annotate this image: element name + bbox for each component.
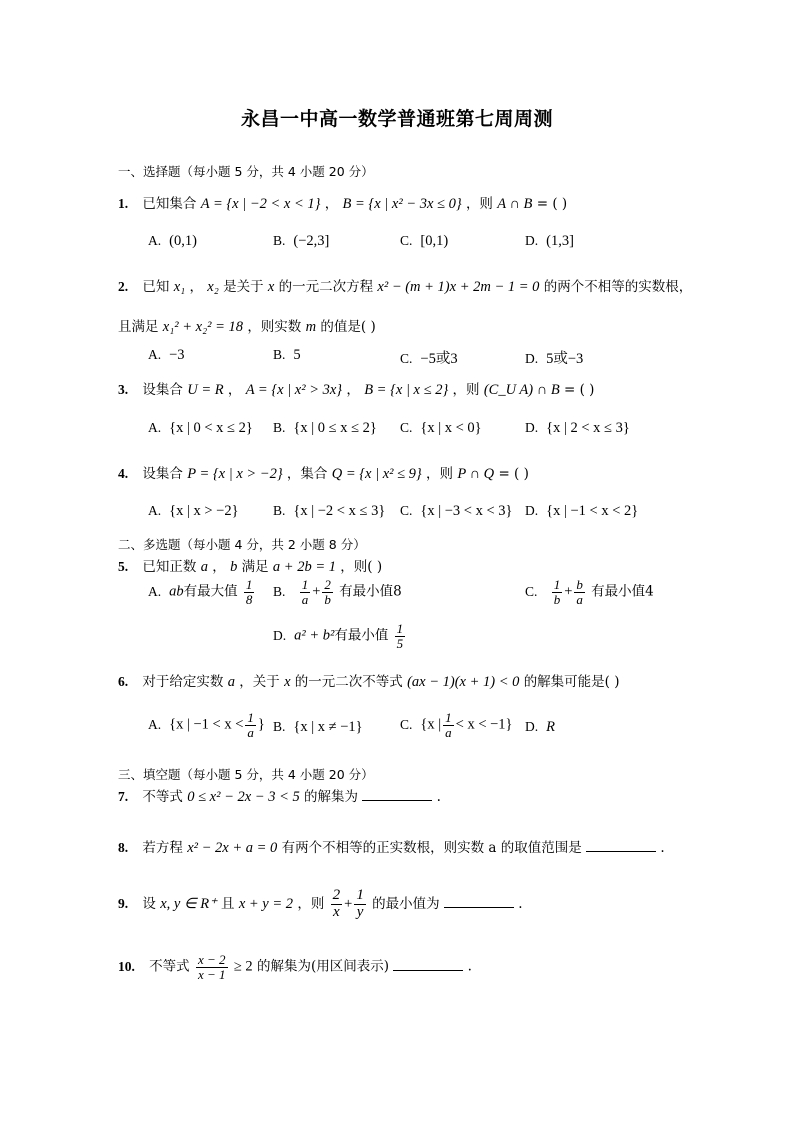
math-expression: x: [267, 279, 275, 295]
question-7: [118, 785, 441, 806]
option-value: [0,1): [420, 233, 449, 249]
option-b: [273, 503, 385, 520]
math-expression: ab: [169, 583, 184, 600]
question-text: 对于给定实数: [142, 674, 224, 690]
option-label: D.: [525, 503, 539, 518]
fraction-numerator: 1: [356, 887, 364, 903]
option-value: {x | x ≠ −1}: [293, 719, 363, 735]
math-expression: ≥ 2: [233, 958, 253, 975]
math-expression: P = {x | x > −2}: [187, 466, 283, 482]
option-value: R: [546, 719, 555, 735]
question-text: 已知正数: [142, 559, 197, 575]
fraction-numerator: 2: [332, 887, 341, 903]
question-number: 5.: [118, 559, 129, 574]
question-2-continued: [118, 315, 376, 336]
fraction-denominator: a: [576, 591, 583, 607]
option-label: C.: [525, 583, 538, 599]
option-label: B.: [273, 503, 286, 518]
math-expression: x: [284, 674, 291, 690]
question-text: ，: [212, 559, 226, 575]
question-5: [118, 555, 382, 576]
fraction-denominator: a: [301, 591, 309, 607]
fraction-denominator: x: [333, 903, 340, 920]
fraction-denominator: 8: [245, 591, 253, 607]
option-value: }: [257, 716, 265, 733]
question-text: 的最小值为: [372, 895, 440, 912]
option-b: [273, 719, 363, 736]
question-text: .: [518, 895, 523, 912]
answer-blank[interactable]: [362, 788, 432, 801]
option-label: B.: [273, 420, 286, 435]
question-text: ，则: [452, 382, 480, 398]
section-header-multiple-choice: 二、多选题（每小题 4 分，共 2 小题 8 分）: [118, 537, 366, 552]
option-label: D.: [525, 351, 539, 366]
option-value: (0,1): [169, 233, 197, 249]
question-number: 9.: [118, 895, 129, 911]
option-label: A.: [148, 420, 162, 435]
option-c: [400, 711, 513, 739]
question-text: 不等式: [149, 958, 190, 975]
option-b: [273, 233, 329, 250]
option-d: [525, 420, 630, 437]
option-value: −3: [169, 347, 185, 363]
question-number: 3.: [118, 382, 129, 397]
option-value: {x | 0 ≤ x ≤ 2}: [293, 420, 377, 436]
option-c: [400, 233, 448, 250]
question-text: = ( ): [536, 196, 568, 212]
fraction: [196, 953, 228, 981]
fraction: [552, 578, 563, 606]
page-title: 永昌一中高一数学普通班第七周周测: [240, 108, 553, 130]
fraction-numerator: b: [576, 577, 583, 592]
question-number: 8.: [118, 840, 129, 855]
math-expression: A = {x | −2 < x < 1}: [200, 196, 321, 212]
option-d: [525, 719, 555, 736]
fraction-denominator: b: [553, 591, 561, 607]
question-number: 2.: [118, 279, 129, 294]
question-8: [118, 836, 665, 857]
math-expression: A = {x | x² > 3x}: [245, 382, 343, 398]
option-label: C.: [400, 503, 413, 518]
fraction-denominator: a: [445, 724, 452, 740]
question-text: 已知集合: [142, 196, 197, 212]
math-expression: x + y = 2: [238, 895, 294, 912]
question-text: 且满足: [118, 319, 159, 335]
question-text: .: [436, 789, 441, 805]
question-text: ，: [324, 196, 339, 212]
fraction-denominator: y: [356, 903, 364, 920]
option-a: [148, 420, 253, 437]
fraction-numerator: 1: [553, 577, 561, 592]
question-text: 不等式: [142, 789, 183, 805]
option-c: [400, 503, 513, 520]
math-expression: (ax − 1)(x + 1) < 0: [407, 674, 520, 690]
option-d: [525, 233, 574, 250]
option-d: [273, 622, 407, 650]
question-text: = ( ): [498, 466, 529, 482]
fraction-numerator: x − 2: [197, 952, 226, 967]
math-expression: x, y ∈ R⁺: [160, 895, 217, 912]
fraction: [322, 578, 333, 606]
question-text: ，: [346, 382, 360, 398]
question-text: ，则: [297, 895, 325, 912]
math-expression: B = {x | x² − 3x ≤ 0}: [342, 196, 462, 212]
option-label: A.: [148, 583, 162, 599]
question-text: 有两个不相等的正实数根，则实数 a 的取值范围是: [281, 840, 582, 856]
math-expression: x₂: [207, 279, 219, 295]
fraction-numerator: 1: [445, 710, 452, 725]
question-text: ，关于: [239, 674, 280, 690]
answer-blank[interactable]: [586, 839, 656, 852]
option-a: [148, 711, 265, 739]
option-a: [148, 347, 185, 364]
answer-blank[interactable]: [393, 958, 463, 971]
question-text: = ( ): [564, 382, 595, 398]
question-number: 4.: [118, 466, 129, 481]
option-d: [525, 503, 638, 520]
answer-blank[interactable]: [444, 895, 514, 908]
question-text: 已知: [142, 279, 170, 295]
option-label: D.: [525, 719, 539, 734]
section-header-fill-in: 三、填空题（每小题 5 分，共 4 小题 20 分）: [118, 767, 374, 782]
question-number: 6.: [118, 674, 129, 689]
math-expression: 0 ≤ x² − 2x − 3 < 5: [187, 789, 300, 805]
question-2: [118, 275, 692, 296]
option-label: D.: [273, 627, 287, 643]
option-value: {x |: [420, 716, 442, 733]
option-label: B.: [273, 233, 286, 248]
question-text: .: [660, 840, 665, 856]
fraction: [443, 711, 454, 739]
question-text: 且: [221, 895, 235, 912]
question-1: [118, 192, 567, 213]
option-a: [148, 578, 256, 606]
question-10: [118, 953, 472, 981]
question-text: 设集合: [142, 382, 183, 398]
math-expression: x₁: [173, 279, 186, 295]
option-label: D.: [525, 420, 539, 435]
option-label: B.: [273, 719, 286, 734]
question-text: ，: [227, 382, 242, 398]
option-label: B.: [273, 347, 286, 362]
question-6: [118, 670, 620, 691]
option-value: {x | x > −2}: [169, 503, 239, 519]
option-label: C.: [400, 233, 413, 248]
math-expression: (C_U A) ∩ B: [483, 382, 560, 398]
option-value: < x < −1}: [455, 716, 513, 733]
fraction: [245, 711, 256, 739]
option-text: 有最小值4: [591, 583, 654, 600]
math-expression: A ∩ B: [497, 196, 533, 212]
question-text: ，则: [426, 466, 454, 482]
fraction: [395, 622, 406, 650]
math-expression: a + 2b = 1: [272, 559, 336, 575]
question-text: ，则实数: [247, 319, 302, 335]
option-b: [273, 347, 301, 364]
question-text: 的值是( ): [320, 319, 376, 335]
option-label: C.: [400, 420, 413, 435]
plus-sign: +: [312, 583, 321, 600]
question-text: 设: [142, 895, 156, 912]
math-expression: a: [200, 559, 208, 575]
option-text: 有最大值: [183, 583, 238, 600]
option-value: (−2,3]: [293, 233, 330, 249]
math-expression: P ∩ Q: [457, 466, 495, 482]
option-label: D.: [525, 233, 539, 248]
option-value: {x | −2 < x ≤ 3}: [293, 503, 386, 519]
option-b: [273, 420, 377, 437]
option-value: 5: [293, 347, 301, 363]
question-number: 10.: [118, 958, 135, 974]
question-text: ，集合: [286, 466, 328, 482]
question-text: .: [467, 958, 472, 975]
fraction-numerator: 1: [245, 577, 253, 592]
option-label: A.: [148, 503, 162, 518]
option-d: [525, 347, 583, 368]
question-text: 是关于: [223, 279, 264, 295]
option-a: [148, 233, 197, 250]
question-9: [118, 888, 523, 921]
fraction-denominator: a: [247, 724, 254, 740]
fraction: [574, 578, 585, 606]
question-text: ，则( ): [340, 559, 383, 575]
option-label: C.: [400, 351, 413, 366]
option-value: {x | x < 0}: [420, 420, 482, 436]
question-text: 的一元二次方程: [278, 279, 374, 295]
question-3: [118, 378, 594, 399]
question-text: ，: [189, 279, 203, 295]
option-c: [400, 420, 482, 437]
fraction-denominator: 5: [396, 635, 404, 651]
option-value: −5或3: [420, 351, 458, 367]
fraction-numerator: 2: [324, 577, 331, 592]
option-label: A.: [148, 347, 162, 362]
question-text: 若方程: [142, 840, 183, 856]
fraction: [331, 888, 343, 921]
option-label: C.: [400, 716, 413, 732]
fraction: [300, 578, 311, 606]
question-text: 的两个不相等的实数根，: [543, 279, 693, 295]
fraction-denominator: b: [324, 591, 331, 607]
math-expression: U = R: [187, 382, 224, 398]
option-value: {x | −1 < x < 2}: [546, 503, 639, 519]
option-value: {x | 0 < x ≤ 2}: [169, 420, 253, 436]
section-header-single-choice: 一、选择题（每小题 5 分，共 4 小题 20 分）: [118, 164, 374, 179]
option-c: [400, 347, 458, 368]
option-value: {x | 2 < x ≤ 3}: [546, 420, 630, 436]
fraction-numerator: 1: [396, 621, 404, 636]
math-expression: Q = {x | x² ≤ 9}: [331, 466, 422, 482]
fraction-denominator: x − 1: [197, 966, 226, 982]
question-text: 的一元二次不等式: [294, 674, 403, 690]
question-4: [118, 462, 529, 483]
option-value: {x | −3 < x < 3}: [420, 503, 513, 519]
fraction-numerator: 1: [301, 577, 309, 592]
option-text: 有最小值: [334, 627, 389, 644]
question-number: 7.: [118, 789, 129, 804]
question-text: 满足: [241, 559, 269, 575]
question-text: 的解集为: [304, 789, 359, 805]
option-label: A.: [148, 716, 162, 732]
option-b: [273, 578, 402, 606]
option-a: [148, 503, 239, 520]
plus-sign: +: [564, 583, 573, 600]
question-text: 的解集可能是( ): [523, 674, 620, 690]
math-expression: x² − (m + 1)x + 2m − 1 = 0: [377, 279, 540, 295]
option-value: 5或−3: [546, 351, 584, 367]
plus-sign: +: [344, 895, 353, 912]
math-expression: x₁² + x₂² = 18: [162, 319, 244, 335]
question-text: 的解集为(用区间表示): [256, 958, 389, 975]
question-text: ，则: [465, 196, 493, 212]
math-expression: a² + b²: [294, 627, 335, 644]
math-expression: m: [305, 319, 317, 335]
option-c: [525, 578, 654, 606]
option-text: 有最小值8: [339, 583, 402, 600]
math-expression: b: [230, 559, 238, 575]
option-label: A.: [148, 233, 162, 248]
question-text: 设集合: [142, 466, 183, 482]
math-expression: a: [227, 674, 235, 690]
question-number: 1.: [118, 196, 129, 211]
option-label: B.: [273, 583, 286, 599]
fraction: [244, 578, 255, 606]
fraction: [354, 888, 366, 921]
option-value: {x | −1 < x <: [169, 716, 244, 733]
math-expression: B = {x | x ≤ 2}: [364, 382, 449, 398]
fraction-numerator: 1: [247, 710, 254, 725]
option-value: (1,3]: [546, 233, 574, 249]
math-expression: x² − 2x + a = 0: [187, 840, 278, 856]
